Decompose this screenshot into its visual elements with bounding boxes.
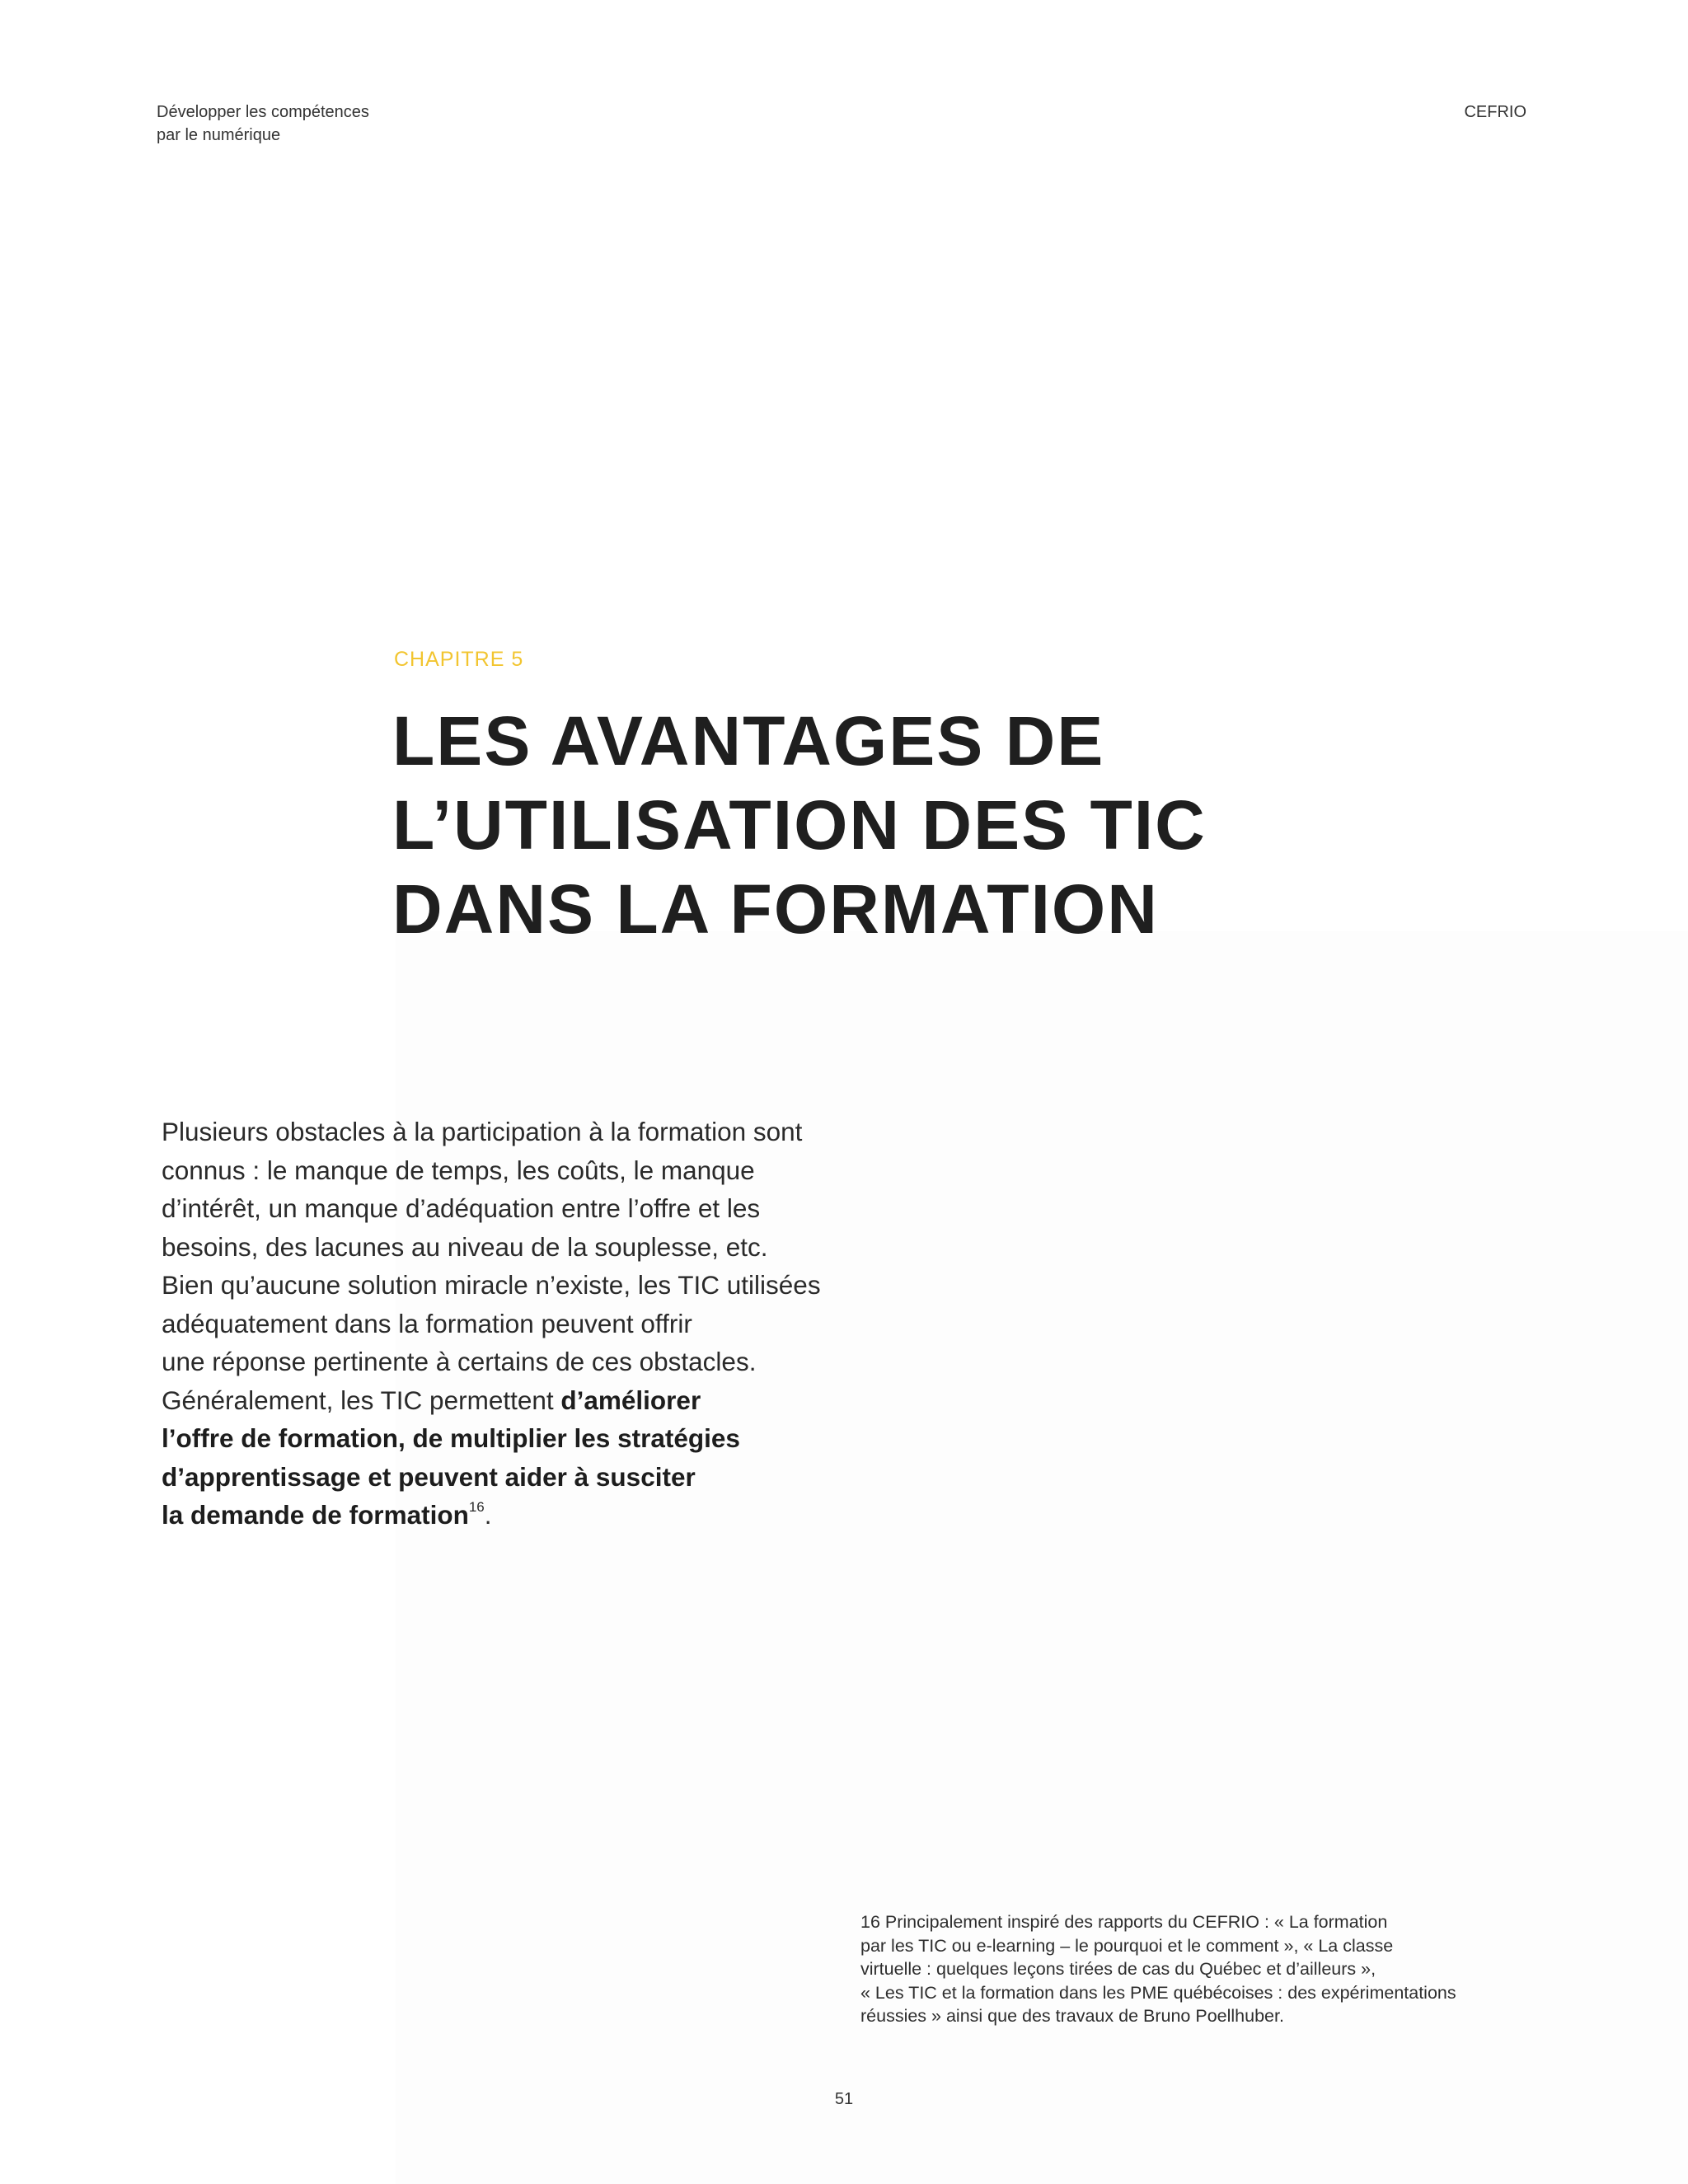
body-line-1: Plusieurs obstacles à la participation à la formation sont	[162, 1117, 803, 1146]
chapter-label: CHAPITRE 5	[394, 648, 524, 671]
chapter-title-line-3: DANS LA FORMATION	[392, 870, 1159, 948]
chapter-title-line-1: LES AVANTAGES DE	[392, 702, 1105, 780]
body-line-5: Bien qu’aucune solution miracle n’existe, les TIC utilisées	[162, 1270, 821, 1300]
header-left-line-1: Développer les compétences	[157, 103, 369, 121]
footnote-line-3: virtuelle : quelques leçons tirées de cas du Québec et d’ailleurs »,	[860, 1959, 1376, 1979]
footnote-line-1: 16 Principalement inspiré des rapports du CEFRIO : « La formation	[860, 1912, 1388, 1932]
chapter-title-line-2: L’UTILISATION DES TIC	[392, 786, 1207, 864]
body-line-2: connus : le manque de temps, les coûts, le manque	[162, 1155, 755, 1185]
body-bold-line-3: la demande de formation	[162, 1500, 469, 1530]
running-header-left	[157, 101, 369, 147]
page-number: 51	[834, 2090, 854, 2108]
footnote-line-5: réussies » ainsi que des travaux de Bruno Poellhuber.	[860, 2006, 1284, 2026]
footnote-reference[interactable]: 16	[468, 1499, 485, 1515]
body-paragraph	[162, 1113, 870, 1535]
body-line-8-normal: Généralement, les TIC permettent	[162, 1385, 561, 1415]
footnote-line-4: « Les TIC et la formation dans les PME québécoises : des expérimentations	[860, 1982, 1456, 2003]
footnote	[860, 1910, 1553, 2028]
body-line-11	[162, 1496, 870, 1535]
body-bold-line-2: d’apprentissage et peuvent aider à susciter	[162, 1461, 696, 1492]
header-left-line-2: par le numérique	[157, 126, 281, 144]
body-line-8-bold: d’améliorer	[560, 1385, 701, 1415]
body-line-10	[162, 1458, 870, 1497]
running-header-right: CEFRIO	[1464, 103, 1526, 121]
body-final-period: .	[484, 1500, 492, 1530]
footnote-line-2: par les TIC ou e-learning – le pourquoi et le comment », « La classe	[860, 1935, 1394, 1956]
body-line-6: adéquatement dans la formation peuvent offrir	[162, 1308, 692, 1338]
body-line-9	[162, 1419, 870, 1458]
body-line-7: une réponse pertinente à certains de ces obstacles.	[162, 1347, 757, 1376]
body-line-8	[162, 1381, 870, 1420]
body-line-3: d’intérêt, un manque d’adéquation entre l’offre et les	[162, 1193, 761, 1223]
body-line-4: besoins, des lacunes au niveau de la souplesse, etc.	[162, 1231, 768, 1262]
chapter-title	[392, 699, 1381, 951]
body-bold-line-1: l’offre de formation, de multiplier les stratégies	[162, 1423, 740, 1453]
